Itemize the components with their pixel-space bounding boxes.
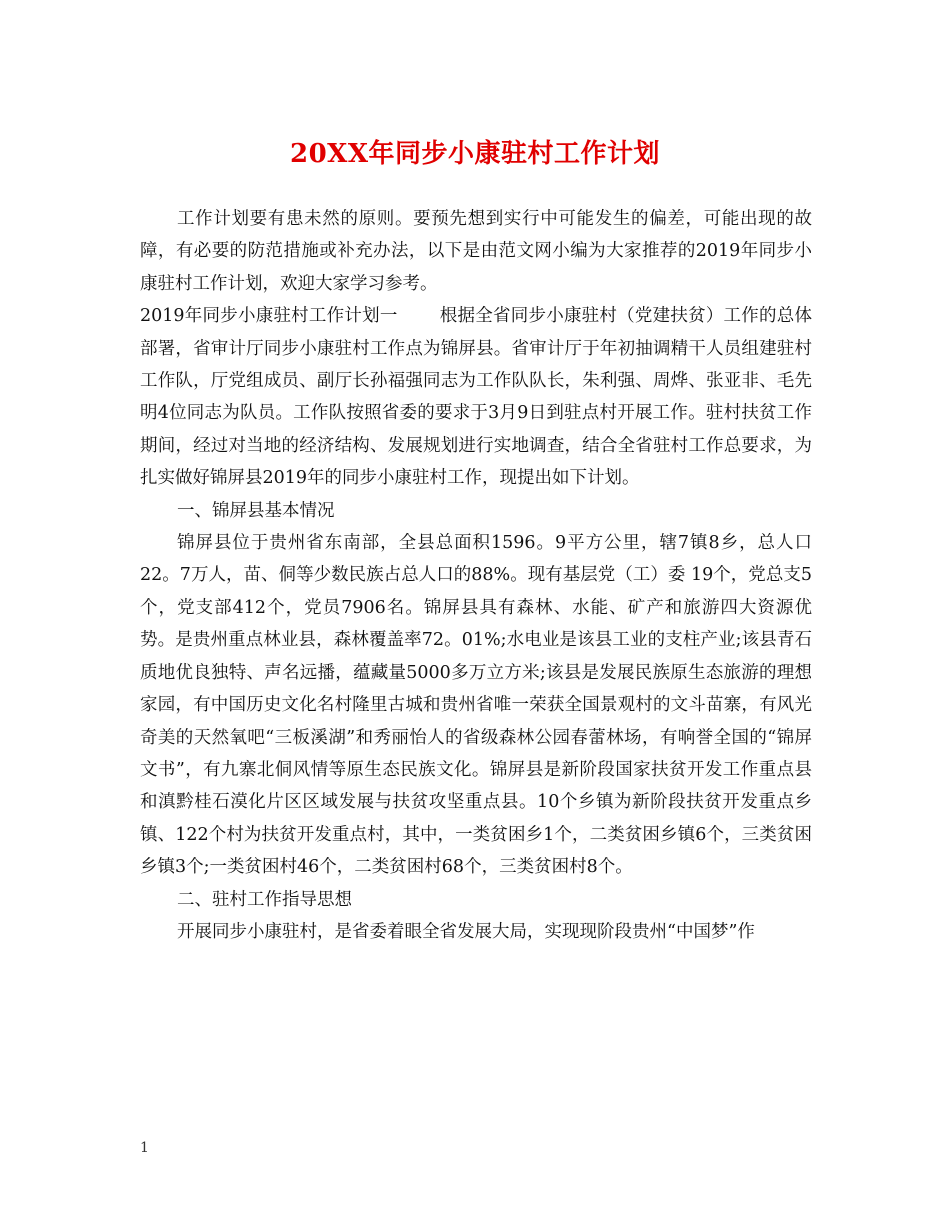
section2-paragraph: 开展同步小康驻村，是省委着眼全省发展大局，实现现阶段贵州“中国梦”作 [177, 921, 755, 942]
document-body [140, 203, 812, 948]
plan-heading: 2019年同步小康驻村工作计划一 [140, 306, 398, 327]
section1-paragraph: 锦屏县位于贵州省东南部，全县总面积1596。9平方公里，辖7镇8乡，总人口22。7万人，苗、侗等少数民族占总人口的88%。现有基层党（工）委 19个，党总支5个，党支部412个，党员7906名。锦屏县具有森林、水能、矿产和旅游四大资源优势。是贵州重点林业县，森林覆盖率72。01%;水电业是该县工业的支柱产业;该县青石质地优良独特、声名远播，蕴藏量5000多万立方米;该县是发展民族原生态旅游的理想家园，有中国历史文化名村隆里古城和贵州省唯一荣获全国景观村的文斗苗寨，有风光奇美的天然氧吧“三板溪湖”和秀丽怡人的省级森林公园春蕾林场，有响誉全国的“锦屏文书”，有九寨北侗风情等原生态民族文化。锦屏县是新阶段国家扶贫开发工作重点县和滇黔桂石漠化片区区域发展与扶贫攻坚重点县。10个乡镇为新阶段扶贫开发重点乡镇、122个村为扶贫开发重点村，其中，一类贫困乡1个，二类贫困乡镇6个，三类贫困乡镇3个;一类贫困村46个，二类贫困村68个，三类贫困村8个。 [140, 533, 812, 878]
section2-heading: 二、驻村工作指导思想 [177, 889, 352, 910]
document-title: 20XX年同步小康驻村工作计划 [289, 139, 661, 169]
section1-heading: 一、锦屏县基本情况 [177, 500, 335, 521]
page-number: 1 [140, 1140, 149, 1156]
plan-paragraph [140, 300, 812, 494]
intro-paragraph: 工作计划要有患未然的原则。要预先想到实行中可能发生的偏差，可能出现的故障，有必要的防范措施或补充办法，以下是由范文网小编为大家推荐的2019年同步小康驻村工作计划，欢迎大家学习参考。 [140, 209, 812, 294]
plan-intro-text: 根据全省同步小康驻村（党建扶贫）工作的总体部署，省审计厅同步小康驻村工作点为锦屏县。省审计厅于年初抽调精干人员组建驻村工作队，厅党组成员、副厅长孙福强同志为工作队队长，朱利强、周烨、张亚非、毛先明4位同志为队员。工作队按照省委的要求于3月9日到驻点村开展工作。驻村扶贫工作期间，经过对当地的经济结构、发展规划进行实地调查，结合全省驻村工作总要求，为扎实做好锦屏县2019年的同步小康驻村工作，现提出如下计划。 [140, 306, 812, 489]
